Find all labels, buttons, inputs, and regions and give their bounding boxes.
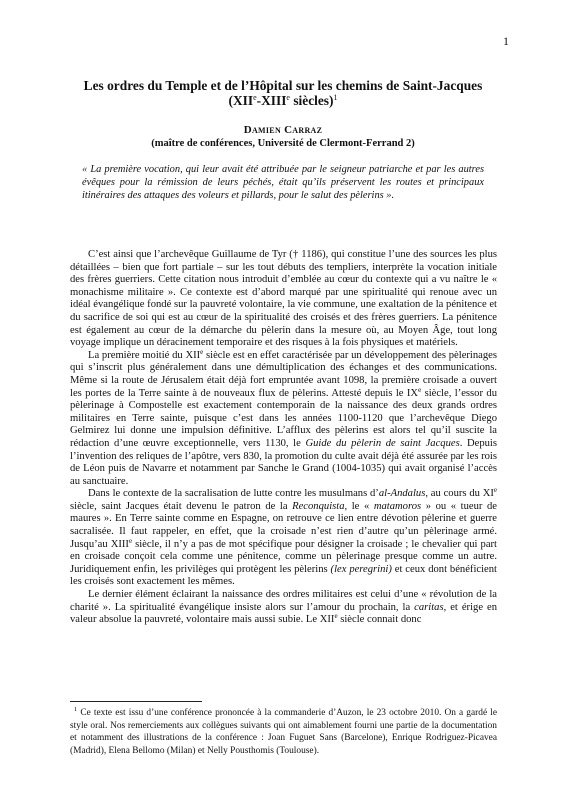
title-line-2: (XIIe-XIIIe siècles)$^1$ bbox=[228, 93, 338, 108]
paragraph-1: C’est ainsi que l’archevêque Guillaume de Tyr († 1186), qui constitue l’une des sources les plus détaillées – bien que fort partiale – sur les tout débuts des templiers, interprète la vocation initiale des frères guerriers. Cette citation nous introduit d’emblée au cœur du contexte qui a vu naître le « monachisme militaire ». Ce contexte est d’abord marqué par une spiritualité qui renoue avec un idéal évangélique fondé sur la pauvreté volontaire, la vie commune, une exaltation de la pénitence et du sacrifice de soi qui est au cœur de la spiritualité des croisés et des frères guerriers. La pénitence est également au cœur de la démarche du pèlerin dans la mesure où, au Moyen Âge, tout long voyage implique un déracinement temporaire et des risques à la fois physiques et matériels. bbox=[70, 249, 497, 349]
footnote-separator bbox=[70, 701, 202, 702]
author-block bbox=[60, 124, 506, 150]
body-text bbox=[70, 249, 497, 627]
page-number: 1 bbox=[503, 34, 509, 48]
footnote-reference[interactable]: 1 bbox=[333, 93, 338, 102]
title-line-1: Les ordres du Temple et de l’Hôpital sur les chemins de Saint-Jacques bbox=[83, 78, 483, 93]
paragraph-3: Dans le contexte de la sacralisation de lutte contre les musulmans d’al-Andalus, au cours du XIe siècle, saint Jacques était devenu le patron de la Reconquista, le « matamoros » ou « tueur de maures ». En Terre sainte comme en Espagne, on retrouve ce lien entre dévotion pèlerine et guerre sacralisée. Il faut rappeler, en effet, que la croisade n’est rien d’autre qu’un pèlerinage armé. Jusqu’au XIIIe siècle, il n’y a pas de mot spécifique pour désigner la croisade ; le chevalier qui part en croisade conçoit cela comme une pénitence, comme un pèlerinage presque comme un autre. Juridiquement enfin, les privilèges qui protègent les pèlerins (lex peregrini) et ceux dont bénéficient les croisés sont exactement les mêmes. bbox=[70, 486, 497, 588]
article-title bbox=[60, 78, 506, 108]
paragraph-2: La première moitié du XIIe siècle est en effet caractérisée par un développement des pèlerinages qui s’inscrit plus généralement dans une démultiplication des échanges et des communications. Même si la route de Jérusalem était déjà fort empruntée avant 1098, la première croisade a ouvert les portes de la Terre sainte à de nouveaux flux de pèlerins. Attesté depuis le IXe siècle, l’essor du pèlerinage à Compostelle est exactement contemporain de la naissance des deux grands ordres militaires en Terre sainte, puisque c’est dans les années 1100-1120 que l’archevêque Diego Gelmirez lui donne une impulsion définitive. L’afflux des pèlerins est alors tel qu’il suscite la rédaction d’une œuvre exceptionnelle, vers 1130, le Guide du pèlerin de saint Jacques. Depuis l’invention des reliques de l’apôtre, vers 830, la promotion du culte avait déjà été assurée par les rois de Léon puis de Navarre et notamment par Sanche le Grand (1004-1035) qui avait organisé l’accès au sanctuaire. bbox=[70, 347, 497, 487]
footnote-text: Ce texte est issu d’une conférence prononcée à la commanderie d’Auzon, le 23 octobre 2010. On a gardé le style oral. Nos remerciements aux collègues suivants qui ont aimablement fourni une partie de la documentation et notamment des illustrations de la conférence : Joan Fuguet Sans (Barcelone), Enrique Rodriguez-Picavea (Madrid), Elena Bellomo (Milan) et Nelly Pousthomis (Toulouse). bbox=[70, 708, 497, 756]
epigraph-quote: « La première vocation, qui leur avait été attribuée par le seigneur patriarche et par les autres évêques pour la rémission de leurs péchés, était qu’ils préservent les routes et principaux itinéraires des attaques des voleurs et pillards, pour le salut des pèlerins ». bbox=[82, 164, 484, 201]
footnote-marker: 1 bbox=[74, 706, 78, 713]
paragraph-4: Le dernier élément éclairant la naissance des ordres militaires est celui d’une « révolution de la charité ». La spiritualité évangélique insiste alors sur l’amour du prochain, la caritas, et érige en valeur absolue la pauvreté, volontaire mais aussi subie. Le XIIe siècle connait donc bbox=[70, 589, 497, 626]
footnote bbox=[70, 707, 497, 757]
author-name: Damien Carraz bbox=[243, 124, 323, 136]
author-affiliation: (maître de conférences, Université de Clermont-Ferrand 2) bbox=[151, 138, 415, 149]
